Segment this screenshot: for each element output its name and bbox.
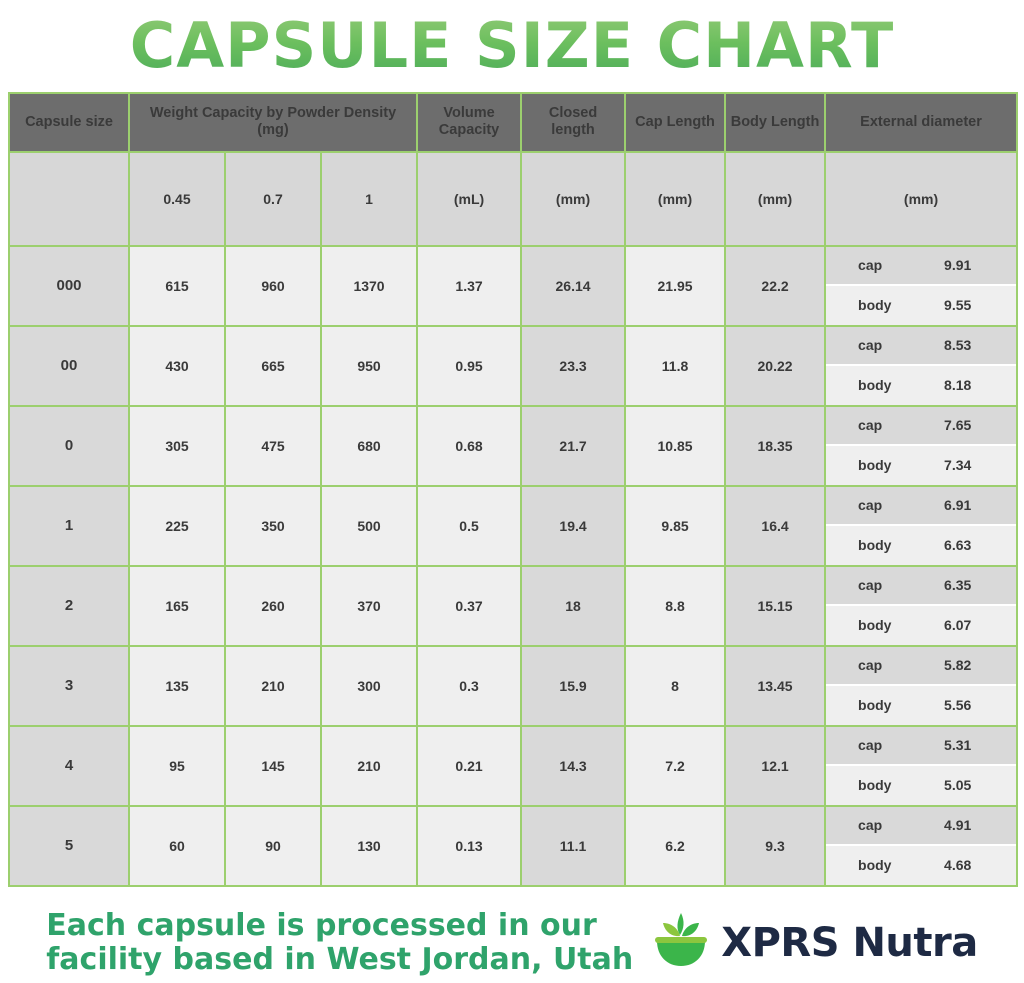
ext-body-value: 7.34 — [944, 457, 972, 474]
subheader-external-unit: (mm) — [825, 152, 1017, 246]
table-header — [9, 93, 1017, 152]
ext-cap-row — [826, 247, 1016, 286]
subheader-density-045: 0.45 — [129, 152, 225, 246]
ext-cap-row — [826, 727, 1016, 766]
ext-cap-label: cap — [858, 417, 883, 434]
ext-body-row — [826, 526, 1016, 565]
ext-body-value: 5.56 — [944, 697, 972, 714]
ext-body-row — [826, 366, 1016, 405]
ext-cap-label: cap — [858, 257, 883, 274]
ext-cap-value: 6.35 — [944, 577, 972, 594]
ext-cap-label: cap — [858, 577, 883, 594]
ext-body-value: 4.68 — [944, 857, 972, 874]
cell-density-07: 475 — [225, 406, 321, 486]
cell-volume: 1.37 — [417, 246, 521, 326]
cell-body-length: 15.15 — [725, 566, 825, 646]
cell-capsule-size: 3 — [9, 646, 129, 726]
subheader-body-unit: (mm) — [725, 152, 825, 246]
cell-cap-length: 9.85 — [625, 486, 725, 566]
ext-body-value: 5.05 — [944, 777, 972, 794]
ext-cap-value: 7.65 — [944, 417, 972, 434]
cell-closed-length: 19.4 — [521, 486, 625, 566]
cell-cap-length: 10.85 — [625, 406, 725, 486]
ext-body-value: 8.18 — [944, 377, 972, 394]
header-closed-length: Closed length — [521, 93, 625, 152]
table-row — [9, 246, 1017, 326]
ext-body-row — [826, 686, 1016, 725]
ext-cap-value: 6.91 — [944, 497, 972, 514]
cell-density-045: 165 — [129, 566, 225, 646]
cell-closed-length: 11.1 — [521, 806, 625, 886]
cell-density-07: 260 — [225, 566, 321, 646]
ext-body-label: body — [858, 377, 892, 394]
cell-cap-length: 8.8 — [625, 566, 725, 646]
cell-density-1: 210 — [321, 726, 417, 806]
cell-body-length: 16.4 — [725, 486, 825, 566]
ext-body-label: body — [858, 697, 892, 714]
cell-external-diameter — [825, 726, 1017, 806]
table-row — [9, 646, 1017, 726]
cell-density-045: 430 — [129, 326, 225, 406]
cell-body-length: 18.35 — [725, 406, 825, 486]
cell-closed-length: 23.3 — [521, 326, 625, 406]
cell-density-045: 225 — [129, 486, 225, 566]
cell-body-length: 12.1 — [725, 726, 825, 806]
cell-cap-length: 11.8 — [625, 326, 725, 406]
ext-cap-value: 4.91 — [944, 817, 972, 834]
footer — [0, 887, 1024, 983]
ext-cap-row — [826, 487, 1016, 526]
header-cap-length: Cap Length — [625, 93, 725, 152]
cell-capsule-size: 4 — [9, 726, 129, 806]
cell-density-1: 680 — [321, 406, 417, 486]
ext-body-label: body — [858, 857, 892, 874]
cell-density-1: 500 — [321, 486, 417, 566]
cell-density-07: 90 — [225, 806, 321, 886]
cell-external-diameter — [825, 326, 1017, 406]
ext-body-value: 6.07 — [944, 617, 972, 634]
header-weight-capacity: Weight Capacity by Powder Density (mg) — [129, 93, 417, 152]
cell-body-length: 20.22 — [725, 326, 825, 406]
cell-density-07: 145 — [225, 726, 321, 806]
cell-cap-length: 7.2 — [625, 726, 725, 806]
cell-density-07: 350 — [225, 486, 321, 566]
cell-cap-length: 21.95 — [625, 246, 725, 326]
ext-cap-label: cap — [858, 497, 883, 514]
ext-body-label: body — [858, 537, 892, 554]
footer-tagline-line2: facility based in West Jordan, Utah — [46, 941, 634, 977]
ext-body-label: body — [858, 457, 892, 474]
ext-body-label: body — [858, 297, 892, 314]
ext-body-row — [826, 606, 1016, 645]
cell-closed-length: 18 — [521, 566, 625, 646]
cell-volume: 0.3 — [417, 646, 521, 726]
cell-closed-length: 21.7 — [521, 406, 625, 486]
ext-cap-label: cap — [858, 737, 883, 754]
ext-body-row — [826, 766, 1016, 805]
cell-capsule-size: 0 — [9, 406, 129, 486]
page-title: CAPSULE SIZE CHART — [129, 9, 895, 82]
cell-body-length: 9.3 — [725, 806, 825, 886]
cell-external-diameter — [825, 806, 1017, 886]
ext-cap-row — [826, 647, 1016, 686]
brand-logo — [651, 909, 977, 976]
ext-cap-label: cap — [858, 337, 883, 354]
ext-cap-row — [826, 567, 1016, 606]
table-row — [9, 566, 1017, 646]
capsule-size-table — [8, 92, 1018, 887]
leaf-mortar-icon — [651, 909, 711, 976]
ext-cap-row — [826, 807, 1016, 846]
cell-external-diameter — [825, 246, 1017, 326]
cell-volume: 0.13 — [417, 806, 521, 886]
ext-body-label: body — [858, 777, 892, 794]
table-row — [9, 806, 1017, 886]
cell-density-045: 135 — [129, 646, 225, 726]
ext-cap-label: cap — [858, 657, 883, 674]
cell-closed-length: 15.9 — [521, 646, 625, 726]
cell-density-1: 950 — [321, 326, 417, 406]
header-external-diameter: External diameter — [825, 93, 1017, 152]
cell-external-diameter — [825, 406, 1017, 486]
cell-density-045: 95 — [129, 726, 225, 806]
subheader-volume-unit: (mL) — [417, 152, 521, 246]
ext-body-row — [826, 446, 1016, 485]
cell-capsule-size: 2 — [9, 566, 129, 646]
ext-cap-row — [826, 407, 1016, 446]
cell-density-1: 1370 — [321, 246, 417, 326]
page-title-banner — [0, 0, 1024, 92]
footer-tagline — [46, 909, 633, 976]
ext-body-value: 9.55 — [944, 297, 972, 314]
subheader-cap-unit: (mm) — [625, 152, 725, 246]
ext-body-row — [826, 846, 1016, 885]
cell-density-07: 665 — [225, 326, 321, 406]
cell-external-diameter — [825, 566, 1017, 646]
cell-body-length: 22.2 — [725, 246, 825, 326]
ext-body-row — [826, 286, 1016, 325]
cell-density-1: 370 — [321, 566, 417, 646]
cell-density-1: 130 — [321, 806, 417, 886]
subheader-capsule-size — [9, 152, 129, 246]
subheader-density-1: 1 — [321, 152, 417, 246]
cell-volume: 0.95 — [417, 326, 521, 406]
cell-density-07: 210 — [225, 646, 321, 726]
cell-density-045: 60 — [129, 806, 225, 886]
header-body-length: Body Length — [725, 93, 825, 152]
header-capsule-size: Capsule size — [9, 93, 129, 152]
cell-volume: 0.68 — [417, 406, 521, 486]
cell-volume: 0.21 — [417, 726, 521, 806]
cell-body-length: 13.45 — [725, 646, 825, 726]
cell-density-1: 300 — [321, 646, 417, 726]
ext-cap-value: 5.31 — [944, 737, 972, 754]
cell-volume: 0.5 — [417, 486, 521, 566]
cell-capsule-size: 000 — [9, 246, 129, 326]
cell-external-diameter — [825, 646, 1017, 726]
subheader-closed-unit: (mm) — [521, 152, 625, 246]
subheader-density-07: 0.7 — [225, 152, 321, 246]
cell-cap-length: 6.2 — [625, 806, 725, 886]
cell-volume: 0.37 — [417, 566, 521, 646]
cell-density-045: 615 — [129, 246, 225, 326]
cell-density-045: 305 — [129, 406, 225, 486]
ext-cap-label: cap — [858, 817, 883, 834]
cell-external-diameter — [825, 486, 1017, 566]
cell-closed-length: 26.14 — [521, 246, 625, 326]
table-row — [9, 726, 1017, 806]
capsule-size-table-wrapper — [0, 92, 1024, 887]
ext-cap-value: 5.82 — [944, 657, 972, 674]
brand-name: XPRS Nutra — [721, 919, 978, 966]
table-row — [9, 326, 1017, 406]
cell-capsule-size: 1 — [9, 486, 129, 566]
cell-density-07: 960 — [225, 246, 321, 326]
ext-cap-value: 8.53 — [944, 337, 972, 354]
ext-body-value: 6.63 — [944, 537, 972, 554]
table-subheader-row — [9, 152, 1017, 246]
footer-tagline-line1: Each capsule is processed in our — [46, 908, 597, 944]
ext-body-label: body — [858, 617, 892, 634]
table-row — [9, 406, 1017, 486]
cell-capsule-size: 5 — [9, 806, 129, 886]
ext-cap-row — [826, 327, 1016, 366]
cell-cap-length: 8 — [625, 646, 725, 726]
header-volume-capacity: Volume Capacity — [417, 93, 521, 152]
ext-cap-value: 9.91 — [944, 257, 972, 274]
table-row — [9, 486, 1017, 566]
cell-closed-length: 14.3 — [521, 726, 625, 806]
cell-capsule-size: 00 — [9, 326, 129, 406]
